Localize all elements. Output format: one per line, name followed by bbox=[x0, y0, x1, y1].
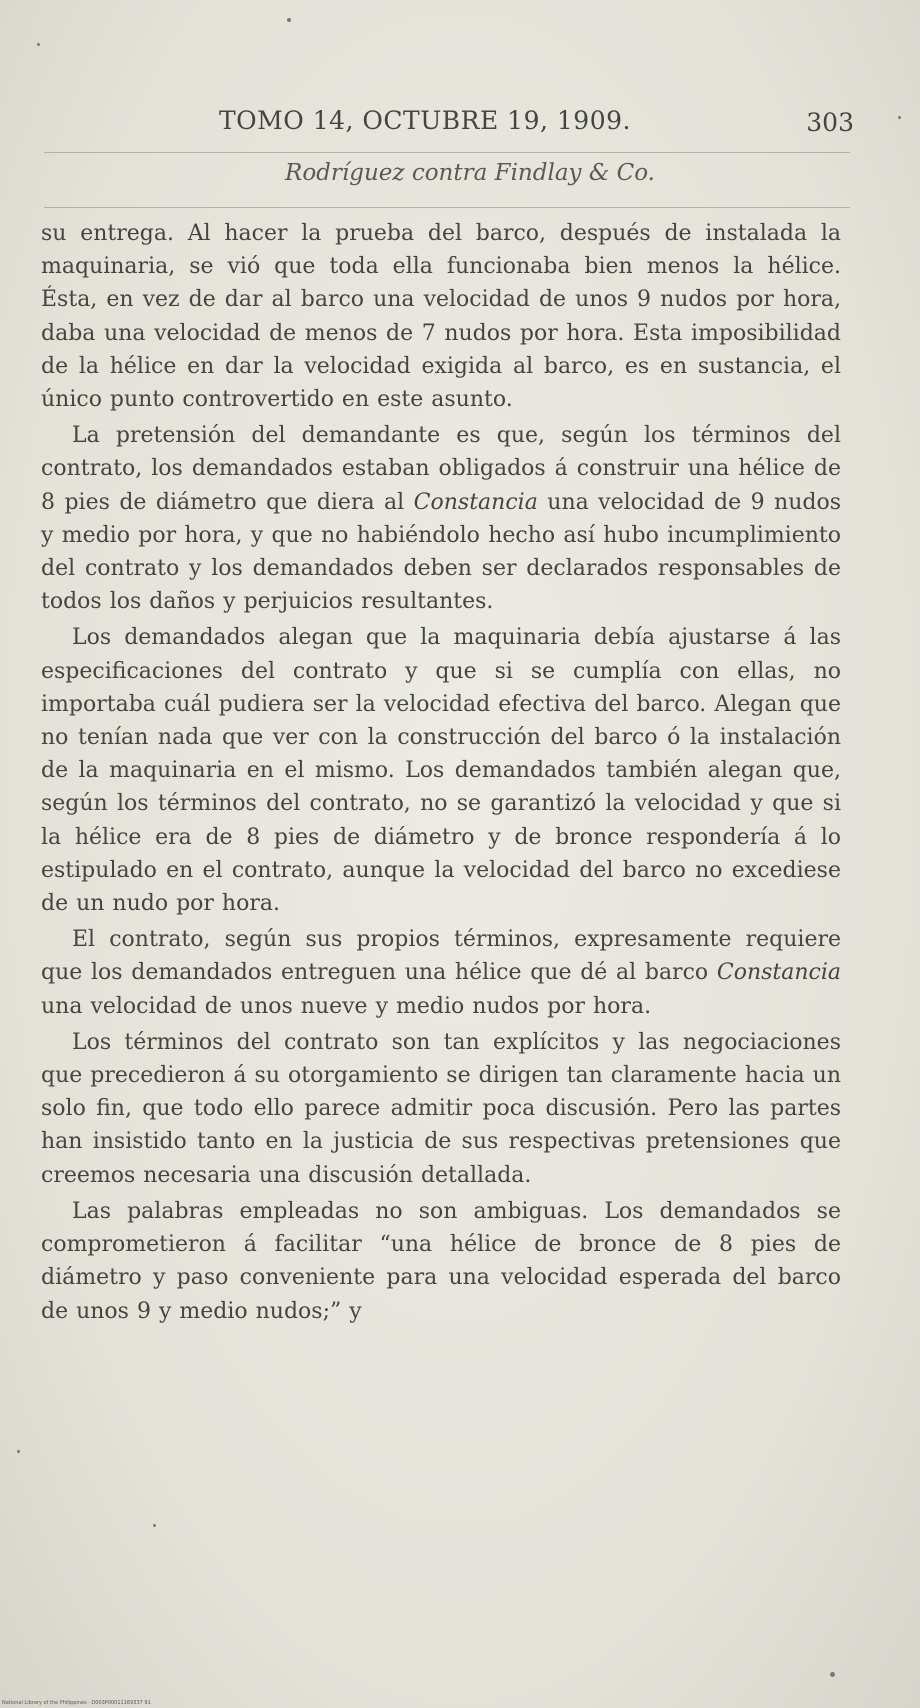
paragraph-2-text-a: La pretensión del demandante es que, según los términos del contrato, los demandados estaban obligados á construir una hélice de 8 pies de diámetro que diera al bbox=[41, 423, 841, 515]
paragraph-4-text-a: El contrato, según sus propios términos, expresamente requiere que los demandados entreguen una hélice que dé al barco bbox=[41, 927, 841, 986]
paragraph-4-text-b: una velocidad de unos nueve y medio nudos por hora. bbox=[41, 993, 652, 1019]
scan-speck bbox=[898, 116, 901, 119]
running-head bbox=[44, 100, 854, 140]
header-rule-bottom bbox=[44, 207, 850, 208]
scan-speck bbox=[153, 1524, 156, 1527]
scan-speck bbox=[17, 1450, 20, 1453]
scan-credit: National Library of the Philippines · D003P00011169337 91 bbox=[2, 1700, 151, 1706]
scan-speck bbox=[37, 43, 40, 46]
vessel-name: Constancia bbox=[413, 489, 538, 515]
volume-date-heading: TOMO 14, OCTUBRE 19, 1909. bbox=[219, 106, 631, 135]
paragraph-1: su entrega. Al hacer la prueba del barco, después de instalada la maquinaria, se vió que toda ella funcionaba bien menos la hélice. Ésta, en vez de dar al barco una velocidad de unos 9 nudos por hora, daba una velocidad de menos de 7 nudos por hora. Esta imposibilidad de la hélice en dar la velocidad exigida al barco, es en sustancia, el único punto controvertido en este asunto. bbox=[41, 221, 841, 413]
scan-speck bbox=[287, 18, 291, 22]
paragraph-4 bbox=[41, 923, 841, 1023]
scan-speck bbox=[830, 1672, 835, 1677]
paragraph-6: Las palabras empleadas no son ambiguas. Los demandados se comprometieron á facilitar “una hélice de bronce de 8 pies de diámetro y paso conveniente para una velocidad esperada del barco de unos 9 y medio nudos;” y bbox=[41, 1198, 841, 1324]
paragraph-3: Los demandados alegan que la maquinaria debía ajustarse á las especificaciones del contrato y que si se cumplía con ellas, no importaba cuál pudiera ser la velocidad efectiva del barco. Alegan que no tenían nada que ver con la construcción del barco ó la instalación de la maquinaria en el mismo. Los demandados también alegan que, según los términos del contrato, no se garantizó la velocidad y que si la hélice era de 8 pies de diámetro y de bronce respondería á lo estipulado en el contrato, aunque la velocidad del barco no excediese de un nudo por hora. bbox=[41, 625, 841, 917]
paragraph-2-text-b: una velocidad de 9 nudos y medio por hora, y que no habiéndolo hecho así hubo incumplimiento del contrato y los demandados deben ser declarados responsables de todos los daños y perjuicios resultantes. bbox=[41, 489, 841, 615]
paragraph-2 bbox=[41, 419, 841, 618]
body-text bbox=[41, 217, 841, 1328]
vessel-name: Constancia bbox=[716, 960, 841, 986]
case-title: Rodríguez contra Findlay & Co. bbox=[285, 160, 655, 186]
paragraph-5: Los términos del contrato son tan explícitos y las negociaciones que precedieron á su otorgamiento se dirigen tan claramente hacia un solo fin, que todo ello parece admitir poca discusión. Pero las partes han insistido tanto en la justicia de sus respectivas pretensiones que creemos necesaria una discusión detallada. bbox=[41, 1029, 841, 1188]
page-number: 303 bbox=[806, 108, 854, 137]
header-rule-top bbox=[44, 152, 850, 153]
